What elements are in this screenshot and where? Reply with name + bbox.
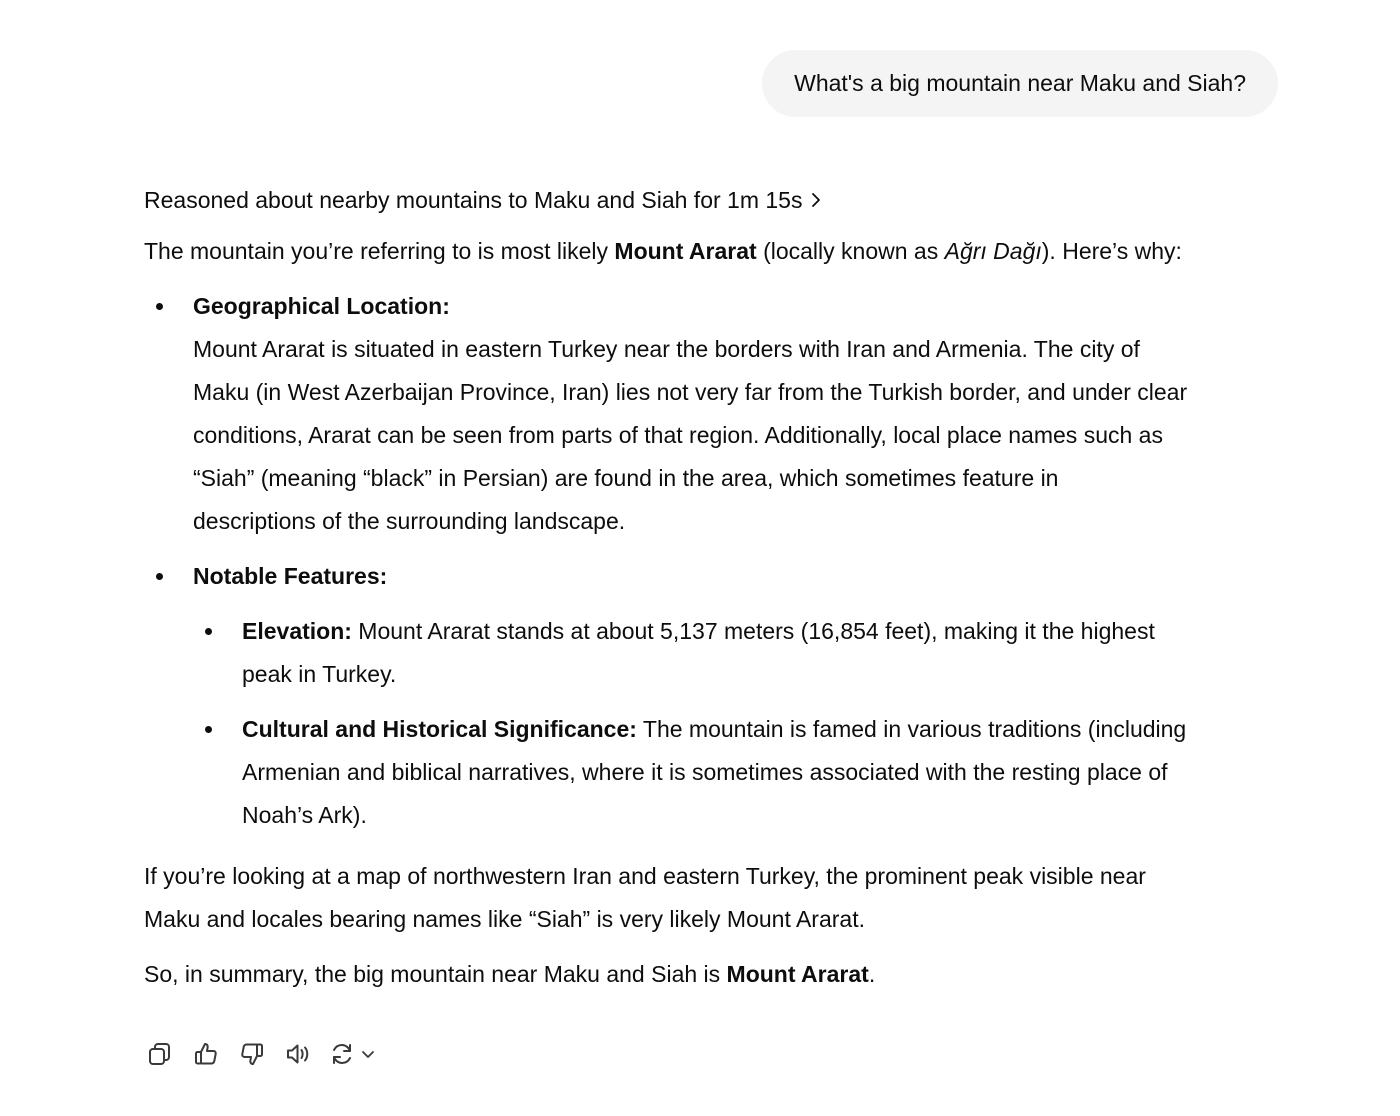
geo-line: descriptions of the surrounding landscape. <box>193 508 626 534</box>
thumbs-down-icon <box>238 1040 266 1068</box>
thumbs-up-button[interactable] <box>190 1038 222 1070</box>
elevation-text: peak in Turkey. <box>242 661 397 687</box>
regenerate-icon <box>328 1040 356 1068</box>
sublist-item-cultural-significance <box>242 708 1294 837</box>
closing-line: If you’re looking at a map of northwestern Iran and eastern Turkey, the prominent peak visible near <box>144 863 1146 889</box>
geo-line: Mount Ararat is situated in eastern Turkey near the borders with Iran and Armenia. The city of <box>193 336 1140 362</box>
assistant-response <box>144 182 1294 996</box>
cultural-text: The mountain is famed in various traditions (including <box>636 716 1187 742</box>
geo-line: Maku (in West Azerbaijan Province, Iran) lies not very far from the Turkish border, and under clear <box>193 379 1188 405</box>
thumbs-down-button[interactable] <box>236 1038 268 1070</box>
chevron-right-icon <box>810 191 822 209</box>
geo-line: “Siah” (meaning “black” in Persian) are found in the area, which sometimes feature in <box>193 465 1059 491</box>
chevron-down-icon <box>360 1046 376 1062</box>
intro-bold-mount-ararat: Mount Ararat <box>614 238 757 264</box>
message-actions-bar <box>144 1038 376 1070</box>
copy-icon <box>146 1040 174 1068</box>
geo-line: conditions, Ararat can be seen from parts of that region. Additionally, local place names such as <box>193 422 1163 448</box>
intro-italic-local-name: Ağrı Dağı <box>944 238 1042 264</box>
list-item-geographical-location <box>193 285 1294 543</box>
regenerate-button[interactable] <box>328 1040 376 1068</box>
closing-line: Maku and locales bearing names like “Siah” is very likely Mount Ararat. <box>144 906 865 932</box>
intro-suffix: ). Here’s why: <box>1041 238 1182 264</box>
user-message-text: What's a big mountain near Maku and Siah? <box>794 70 1246 96</box>
cultural-text: Noah’s Ark). <box>242 802 367 828</box>
intro-paragraph <box>144 230 1294 273</box>
summary-suffix: . <box>868 961 876 987</box>
geo-title: Geographical Location: <box>193 293 450 319</box>
cultural-text: Armenian and biblical narratives, where it is sometimes associated with the resting place of <box>242 759 1168 785</box>
reasons-list <box>144 285 1294 837</box>
elevation-text: Mount Ararat stands at about 5,137 meters (16,854 feet), making it the highest <box>351 618 1155 644</box>
summary-bold-mount-ararat: Mount Ararat <box>726 961 869 987</box>
intro-prefix: The mountain you’re referring to is most likely <box>144 238 615 264</box>
read-aloud-icon <box>284 1040 312 1068</box>
intro-middle: (locally known as <box>756 238 945 264</box>
copy-button[interactable] <box>144 1038 176 1070</box>
cultural-label: Cultural and Historical Significance: <box>242 716 637 742</box>
reasoning-label: Reasoned about nearby mountains to Maku and Siah for 1m 15s <box>144 187 803 213</box>
thumbs-up-icon <box>192 1040 220 1068</box>
summary-prefix: So, in summary, the big mountain near Maku and Siah is <box>144 961 727 987</box>
user-message-bubble <box>762 50 1278 117</box>
sublist-item-elevation <box>242 610 1294 696</box>
list-item-notable-features <box>193 555 1294 837</box>
closing-paragraph <box>144 855 1294 941</box>
features-title: Notable Features: <box>193 563 388 589</box>
features-sublist <box>193 610 1294 837</box>
elevation-label: Elevation: <box>242 618 352 644</box>
read-aloud-button[interactable] <box>282 1038 314 1070</box>
summary-paragraph <box>144 953 1294 996</box>
reasoning-toggle[interactable] <box>144 182 1294 218</box>
